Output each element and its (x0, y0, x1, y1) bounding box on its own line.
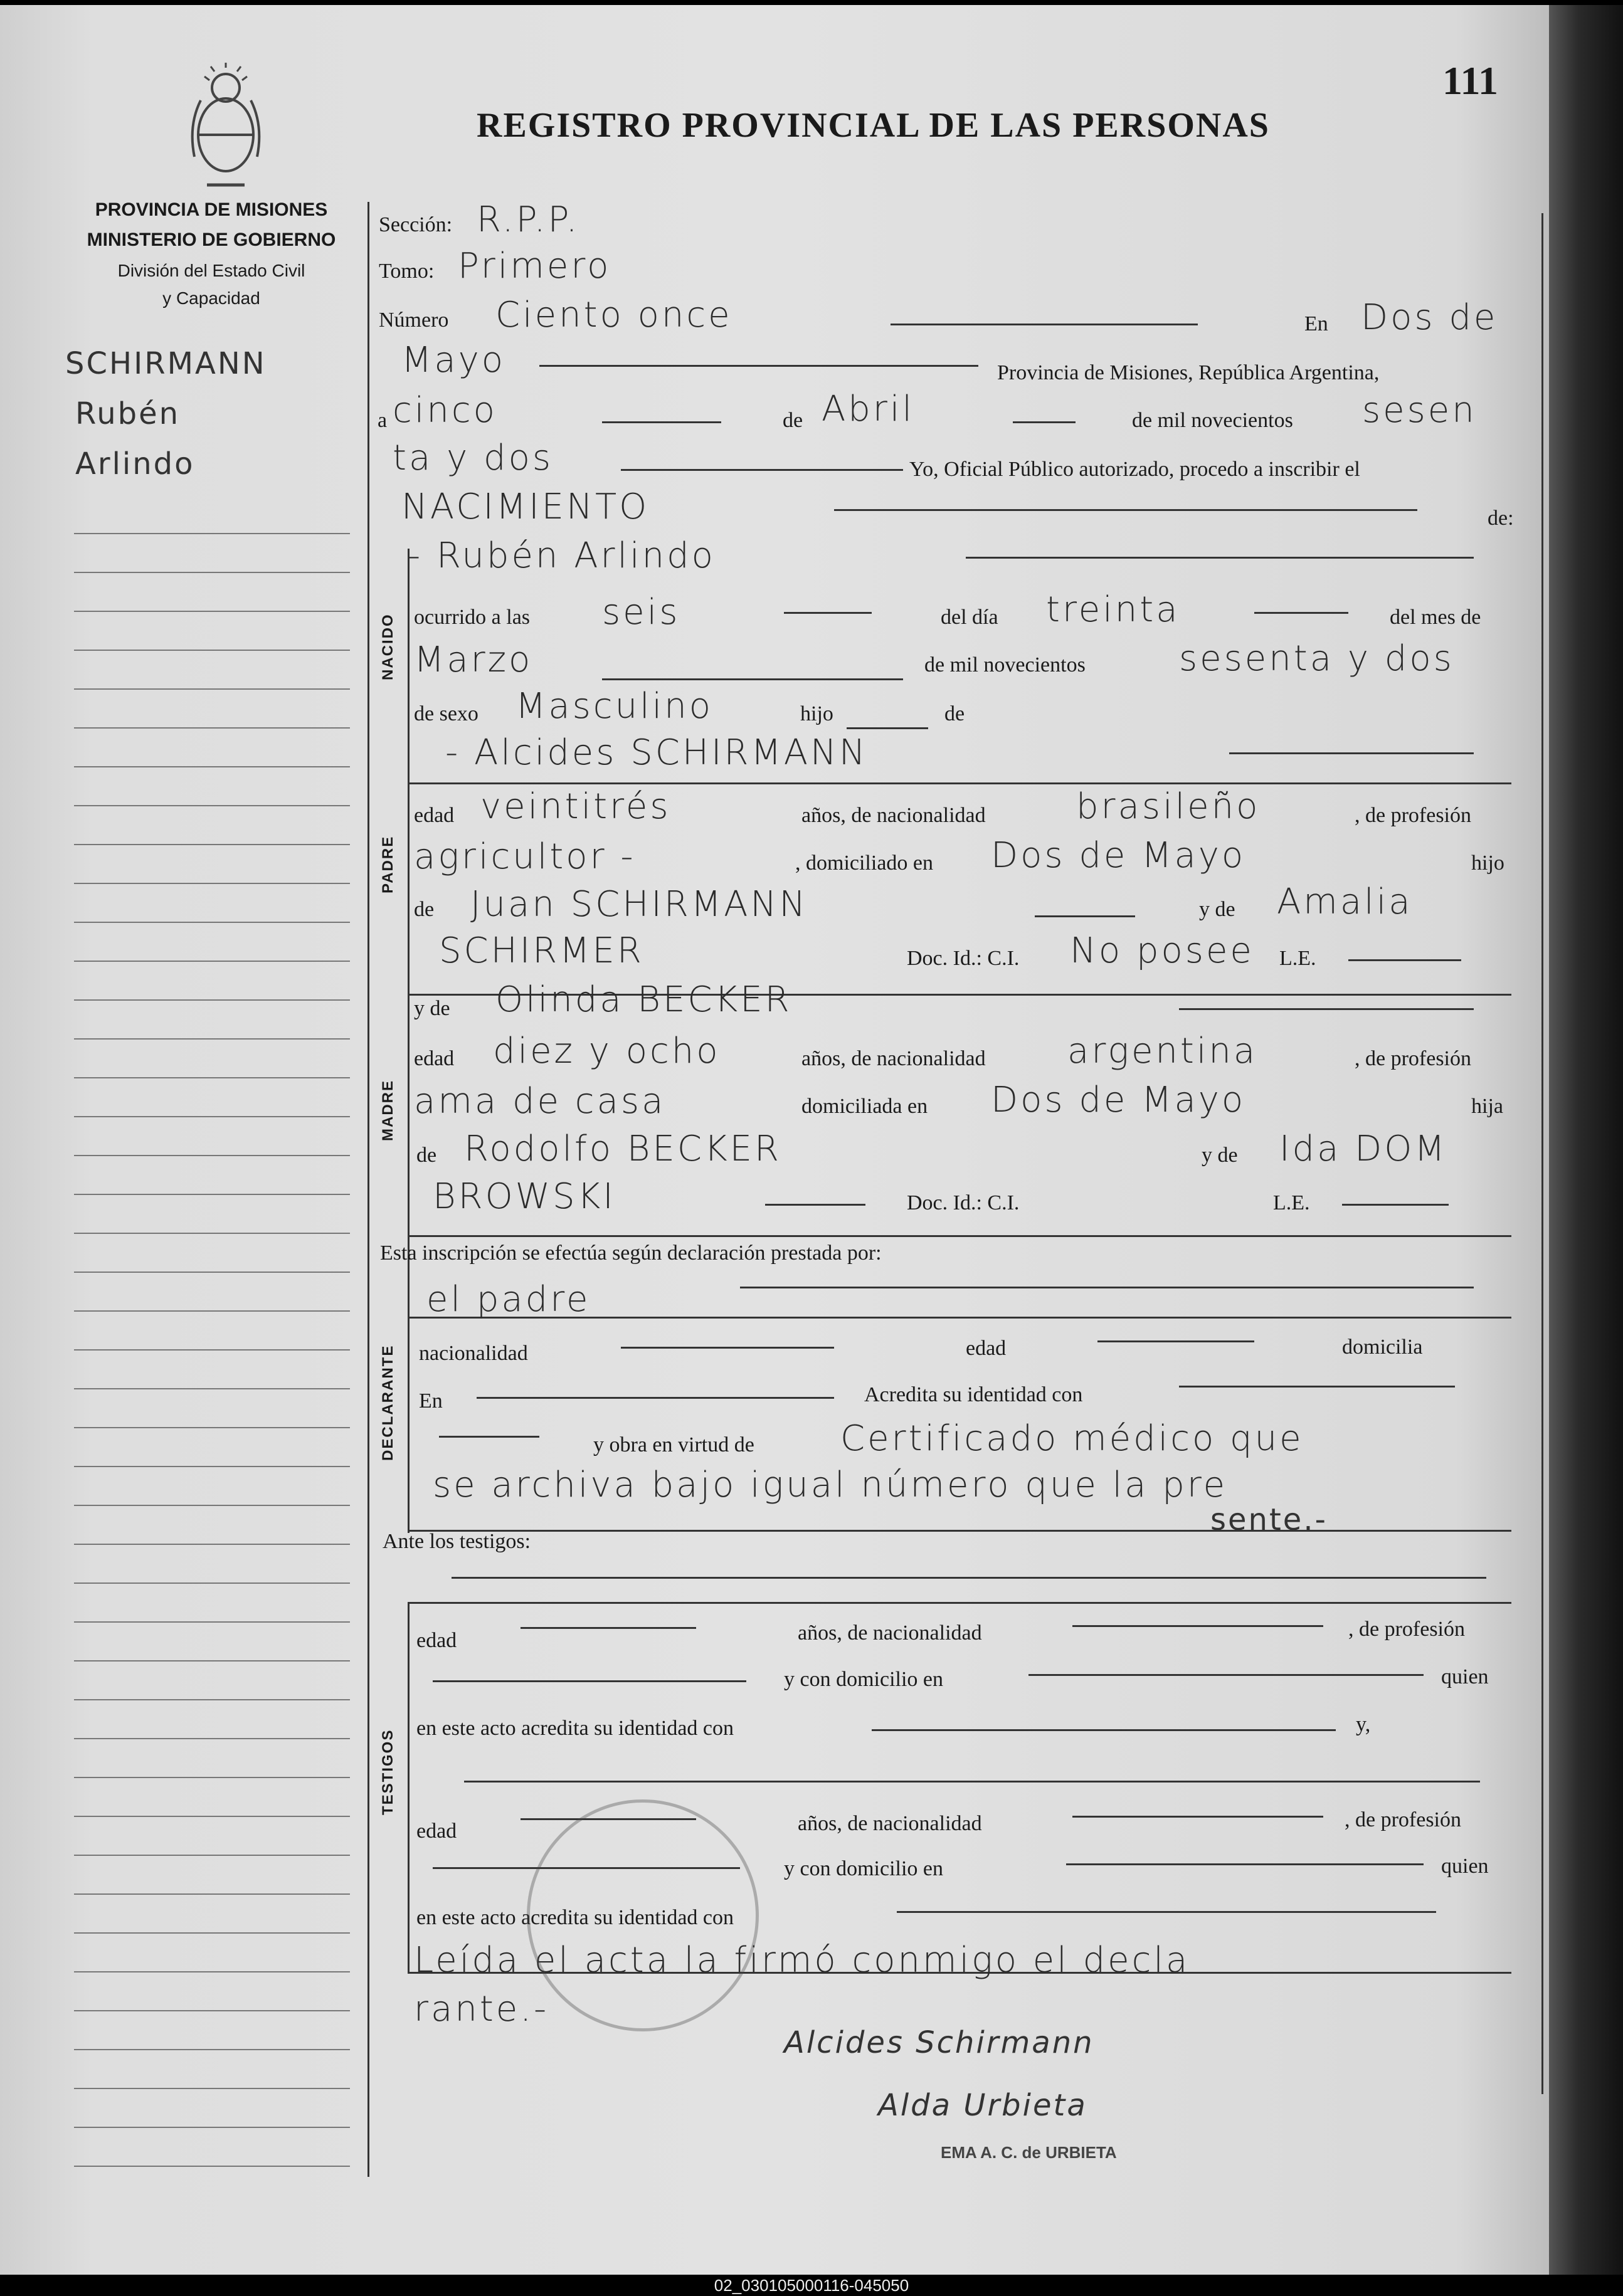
padre-le-label: L.E. (1279, 947, 1316, 970)
anio-value-a: sesen (1362, 390, 1477, 431)
esta-inscripcion-label: Esta inscripción se efectúa según declaración prestada por: (380, 1241, 882, 1265)
numero-value: Ciento once (495, 295, 732, 335)
page-title: REGISTRO PROVINCIAL DE LAS PERSONAS (477, 106, 1270, 145)
madre-le-label: L.E. (1273, 1191, 1310, 1214)
t2-quien-label: quien (1441, 1855, 1489, 1878)
t2-dom-label: y con domicilio en (784, 1857, 944, 1880)
side-label-nacido: NACIDO (379, 613, 396, 680)
decl-en-label: En (419, 1389, 443, 1413)
t1-quien-label: quien (1441, 1665, 1489, 1688)
abuela-m2-value: BROWSKI (433, 1176, 616, 1217)
cierre-value-2: rante.- (414, 1989, 549, 2030)
madre-value: Olinda BECKER (495, 979, 792, 1020)
yo-oficial-label: Yo, Oficial Público autorizado, procedo a inscribir el (909, 458, 1360, 481)
t2-nac-label: años, de nacionalidad (798, 1812, 982, 1835)
folio-number: 111 (1442, 58, 1498, 103)
padre-prof-label: , de profesión (1355, 804, 1472, 827)
anio-nac-value: sesenta y dos (1179, 638, 1454, 679)
de-mil-nac-label: de mil novecientos (924, 653, 1086, 677)
side-label-padre: PADRE (379, 835, 396, 893)
padre-doc-label: Doc. Id.: C.I. (907, 947, 1020, 970)
madre-nac-label: años, de nacionalidad (801, 1047, 986, 1070)
t1-edad-label: edad (416, 1629, 457, 1652)
nombre-value: - Rubén Arlindo (408, 535, 716, 576)
madre-hija-label: hija (1471, 1095, 1503, 1118)
official-name-stamp: EMA A. C. de URBIETA (941, 2143, 1117, 2162)
padre-dom-label: , domiciliado en (795, 851, 934, 875)
side-label-madre: MADRE (379, 1080, 396, 1141)
madre-nac-value: argentina (1067, 1031, 1258, 1072)
madre-prof-value: ama de casa (414, 1081, 666, 1122)
form-left-border (367, 202, 369, 2177)
seccion-value: R.P.P. (477, 199, 580, 240)
coat-of-arms-icon (182, 63, 270, 194)
hora-value: seis (602, 592, 680, 633)
ante-testigos-label: Ante los testigos: (383, 1530, 531, 1553)
margin-name-1: Rubén (75, 396, 181, 431)
margin-name-2: Arlindo (75, 446, 195, 482)
t1-nac-label: años, de nacionalidad (798, 1621, 982, 1645)
lugar-value: Mayo (401, 340, 506, 381)
decl-nac-label: nacionalidad (419, 1342, 528, 1365)
dia-nac-value: treinta (1046, 589, 1180, 630)
padre-de-label: de (414, 898, 435, 921)
t1-dom-label: y con domicilio en (784, 1668, 944, 1691)
padre-doc-value: No posee (1070, 930, 1254, 971)
seccion-label: Sección: (379, 213, 453, 236)
firma-declarante: Alcides Schirmann (784, 2025, 1094, 2060)
divider-nacido (408, 782, 1511, 784)
madre-edad-value: diez y ocho (493, 1031, 721, 1072)
de-hijo-label: de (944, 702, 965, 725)
de-label: de (783, 409, 803, 432)
padre-dom-value: Dos de Mayo (991, 835, 1246, 876)
abuela-p-value: Amalia (1277, 882, 1413, 922)
abuelo-m-value: Rodolfo BECKER (464, 1129, 781, 1169)
padre-edad-label: edad (414, 804, 455, 827)
madre-dom-label: domiciliada en (801, 1095, 928, 1118)
tomo-value: Primero (458, 246, 611, 287)
en-label: En (1304, 312, 1328, 335)
decl-obra-label: y obra en virtud de (593, 1433, 754, 1456)
decl-acredita-label: Acredita su identidad con (864, 1383, 1083, 1406)
org-province: PROVINCIA DE MISIONES (95, 199, 328, 220)
decl-edad-label: edad (966, 1337, 1007, 1360)
padre-edad-value: veintitrés (480, 786, 671, 827)
declarante-value: el padre (426, 1279, 591, 1320)
book-spine (1549, 5, 1623, 2275)
testigos-column-border (408, 1602, 410, 1972)
mes-nac-value: Marzo (414, 640, 533, 680)
a-label: a (378, 409, 388, 432)
divider-testigos-top (408, 1602, 1511, 1604)
padre-y-de-label: y de (1199, 898, 1235, 921)
cierre-value-1: Leída el acta la firmó conmigo el decla (414, 1940, 1190, 1981)
provincia-label: Provincia de Misiones, República Argentina, (997, 361, 1380, 384)
form-right-border (1541, 213, 1543, 2094)
mes-value: Abril (822, 389, 914, 429)
obra-value-3: sente.- (1210, 1502, 1328, 1537)
t1-acredita-label: en este acto acredita su identidad con (416, 1717, 734, 1740)
madre-edad-label: edad (414, 1047, 455, 1070)
t1-prof-label: , de profesión (1348, 1618, 1466, 1641)
t2-acredita-label: en este acto acredita su identidad con (416, 1906, 734, 1929)
padre-hijo-label: hijo (1471, 851, 1504, 875)
t2-prof-label: , de profesión (1345, 1808, 1462, 1831)
madre-dom-value: Dos de Mayo (991, 1080, 1246, 1120)
side-label-declarante: DECLARANTE (379, 1344, 396, 1461)
del-dia-label: del día (941, 606, 998, 629)
madre-de-label: de (416, 1144, 437, 1167)
de-sexo-label: de sexo (414, 702, 478, 725)
acto-value: NACIMIENTO (401, 487, 650, 527)
official-seal-stamp (527, 1799, 759, 2031)
divider-declarante (408, 1530, 1511, 1532)
anio-value-b: ta y dos (393, 438, 553, 478)
image-id-caption: 02_030105000116-045050 (714, 2276, 909, 2295)
margin-surname: SCHIRMANN (65, 346, 267, 381)
t1-y-label: y, (1356, 1713, 1371, 1736)
org-ministry: MINISTERIO DE GOBIERNO (87, 229, 336, 250)
abuelo-p-value: Juan SCHIRMANN (470, 884, 808, 925)
madre-y-de2-label: y de (1202, 1144, 1238, 1167)
madre-doc-label: Doc. Id.: C.I. (907, 1191, 1020, 1214)
org-division: División del Estado Civil (117, 261, 305, 280)
numero-label: Número (379, 308, 449, 332)
padre-prof-value: agricultor - (414, 836, 636, 877)
abuela-m-value: Ida DOM (1279, 1129, 1447, 1169)
obra-value-2: se archiva bajo igual número que la pre (433, 1465, 1228, 1505)
sexo-value: Masculino (515, 686, 713, 727)
firma-oficial: Alda Urbieta (878, 2088, 1087, 2123)
org-capacity: y Capacidad (162, 288, 260, 308)
del-mes-label: del mes de (1390, 606, 1481, 629)
side-label-testigos: TESTIGOS (379, 1729, 396, 1815)
madre-y-de-label: y de (414, 997, 450, 1020)
decl-dom-label: domicilia (1342, 1335, 1423, 1359)
ocurrido-label: ocurrido a las (414, 606, 531, 629)
t2-edad-label: edad (416, 1819, 457, 1843)
tomo-label: Tomo: (379, 260, 435, 283)
padre-nac-label: años, de nacionalidad (801, 804, 986, 827)
padre-value: - Alcides SCHIRMANN (445, 732, 868, 773)
madre-prof-label: , de profesión (1355, 1047, 1472, 1070)
divider-madre (408, 1235, 1511, 1237)
abuela-p2-value: SCHIRMER (439, 930, 644, 971)
dia-value: cinco (393, 390, 497, 431)
padre-nac-value: brasileño (1076, 786, 1261, 827)
section-column-border (408, 549, 410, 1533)
hijo-label: hijo (800, 702, 833, 725)
de-colon-label: de: (1488, 507, 1514, 530)
obra-value-1: Certificado médico que (840, 1418, 1304, 1459)
en-value: Dos de (1361, 297, 1498, 338)
de-mil-label: de mil novecientos (1132, 409, 1293, 432)
